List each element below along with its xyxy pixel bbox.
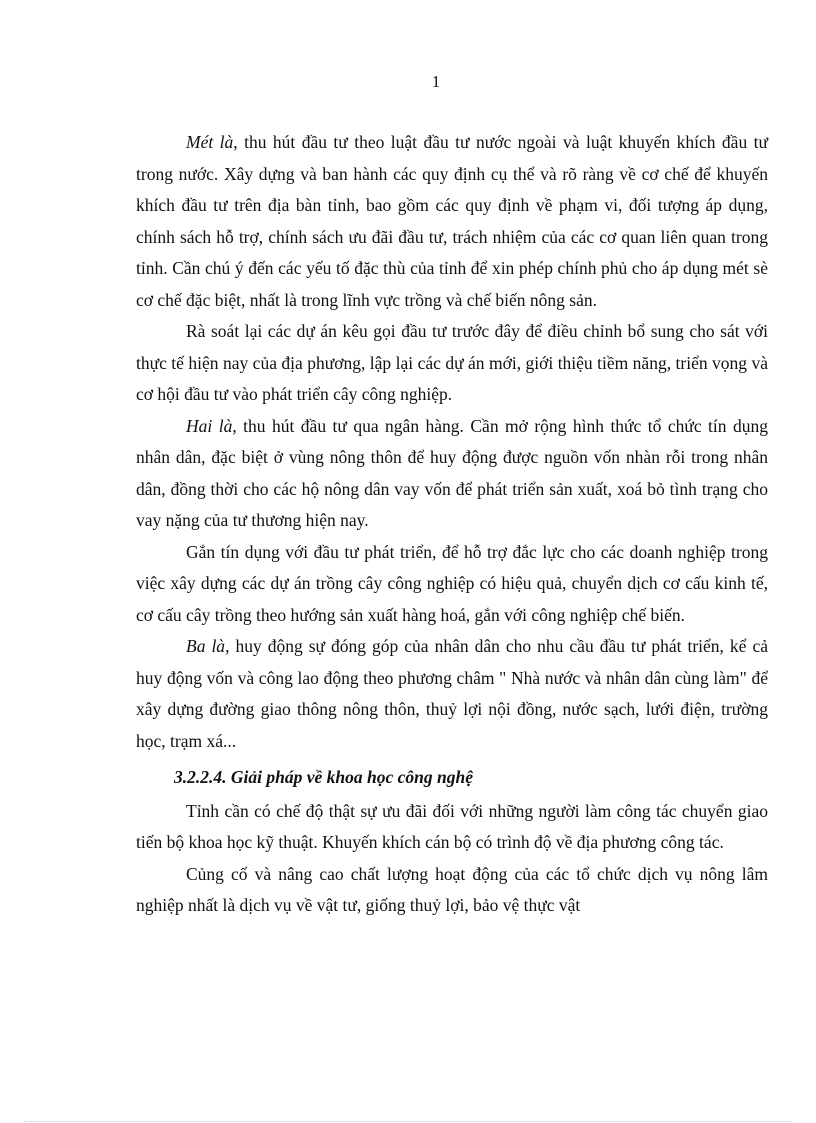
- paragraph-text: Gắn tín dụng với đầu tư phát triển, để hỗ trợ đắc lực cho các doanh nghiệp trong việc xây dựng các dự án trồng cây công nghiệp có hiệu quả, chuyển dịch cơ cấu kinh tế, cơ cấu cây trồng theo hướng sản xuất hàng hoá, gắn với công nghiệp chế biến.: [136, 541, 768, 625]
- paragraph-text: Củng cố và nâng cao chất lượng hoạt động của các tổ chức dịch vụ nông lâm nghiệp nhất là dịch vụ về vật tư, giống thuỷ lợi, bảo vệ thực vật: [136, 863, 768, 915]
- paragraph-review-projects: [136, 316, 768, 411]
- paragraph-text: , thu hút đầu tư theo luật đầu tư nước ngoài và luật khuyến khích đầu tư trong nước. Xây dựng và ban hành các quy định cụ thể và rõ ràng về cơ chế để khuyến khích đầu tư trên địa bàn tỉnh, bao gồm các quy định về phạm vi, đối tượng áp dụng, chính sách hỗ trợ, chính sách ưu đãi đầu tư, trách nhiệm của các cơ quan liên quan trong tỉnh. Cần chú ý đến các yếu tố đặc thù của tỉnh để xin phép chính phủ cho áp dụng mét sè cơ chế đặc biệt, nhất là trong lĩnh vực trồng và chế biến nông sản.: [136, 132, 768, 310]
- paragraph-lead: Ba là: [186, 636, 226, 656]
- paragraph-second-solution: [136, 411, 768, 537]
- section-heading: 3.2.2.4. Giải pháp về khoa học công nghệ: [174, 767, 473, 787]
- paragraph-text: , thu hút đầu tư qua ngân hàng. Cần mở rộng hình thức tổ chức tín dụng nhân dân, đặc biệt ở vùng nông thôn để huy động được nguồn vốn nhàn rỗi trong nhân dân, đồng thời cho các hộ nông dân vay vốn để phát triển sản xuất, xoá bỏ tình trạng cho vay nặng của tư thương hiện nay.: [136, 415, 768, 530]
- paragraph-text: , huy động sự đóng góp của nhân dân cho nhu cầu đầu tư phát triển, kể cả huy động vốn và công lao động theo phương châm " Nhà nước và nhân dân cùng làm" để xây dựng đường giao thông nông thôn, thuỷ lợi nội đồng, nước sạch, lưới điện, trường học, trạm xá...: [136, 636, 768, 751]
- paragraph-services: [136, 859, 768, 922]
- paragraph-lead: Mét là: [186, 132, 234, 152]
- page-number: 1: [431, 72, 441, 91]
- paragraph-text: Tỉnh cần có chế độ thật sự ưu đãi đối với những người làm công tác chuyển giao tiến bộ khoa học kỹ thuật. Khuyến khích cán bộ có trình độ về địa phương công tác.: [136, 800, 768, 852]
- paragraph-credit-investment: [136, 537, 768, 632]
- paragraph-tech-incentive: [136, 796, 768, 859]
- paragraph-first-solution: [136, 127, 768, 316]
- document-body: [136, 127, 768, 922]
- paragraph-text: Rà soát lại các dự án kêu gọi đầu tư trước đây để điều chỉnh bổ sung cho sát với thực tế hiện nay của địa phương, lập lại các dự án mới, giới thiệu tiềm năng, triển vọng và cơ hội đầu tư vào phát triển cây công nghiệp.: [136, 321, 768, 404]
- paragraph-lead: Hai là: [186, 415, 233, 436]
- paragraph-third-solution: [136, 631, 768, 757]
- page-bottom-divider: [24, 1121, 792, 1122]
